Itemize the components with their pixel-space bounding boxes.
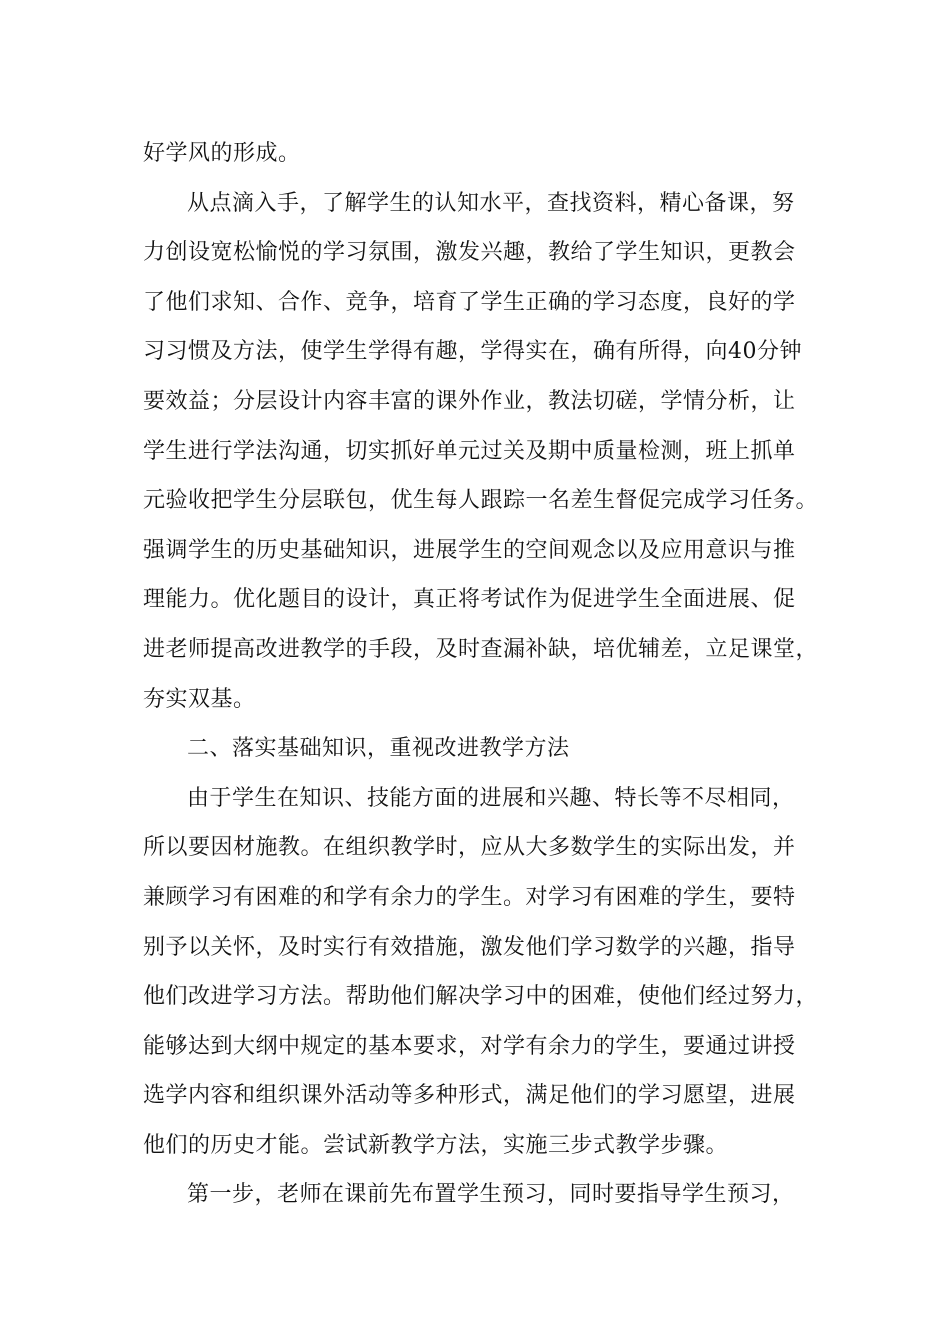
text-line: 进老师提高改进教学的手段，及时查漏补缺，培优辅差，立足课堂，	[143, 636, 819, 662]
text-line: 从点滴入手，了解学生的认知水平，查找资料，精心备课，努	[187, 190, 795, 216]
text-line: 学生进行学法沟通，切实抓好单元过关及期中质量检测，班上抓单	[143, 438, 796, 464]
text-line: 了他们求知、合作、竞争，培育了学生正确的学习态度，良好的学	[143, 289, 796, 315]
text-line: 习习惯及方法，使学生学得有趣，学得实在，确有所得，向40分钟	[143, 339, 802, 365]
text-line: 别予以关怀，及时实行有效措施，激发他们学习数学的兴趣，指导	[143, 934, 796, 960]
text-line: 选学内容和组织课外活动等多种形式，满足他们的学习愿望，进展	[143, 1083, 796, 1109]
document-body	[143, 129, 823, 1220]
text-line: 由于学生在知识、技能方面的进展和兴趣、特长等不尽相同，	[187, 785, 795, 811]
text-line: 夯实双基。	[143, 686, 256, 712]
text-line: 二、落实基础知识，重视改进教学方法	[187, 736, 570, 762]
text-line: 能够达到大纲中规定的基本要求，对学有余力的学生，要通过讲授	[143, 1033, 796, 1059]
paragraph	[143, 774, 823, 1171]
text-line: 所以要因材施教。在组织教学时，应从大多数学生的实际出发，并	[143, 835, 796, 861]
text-line: 兼顾学习有困难的和学有余力的学生。对学习有困难的学生，要特	[143, 884, 796, 910]
paragraph	[143, 129, 823, 179]
text-line: 要效益；分层设计内容丰富的课外作业，教法切磋，学情分析，让	[143, 388, 796, 414]
text-line: 第一步，老师在课前先布置学生预习，同时要指导学生预习，	[187, 1182, 795, 1208]
paragraph	[143, 179, 823, 725]
section-heading	[143, 724, 823, 774]
text-line: 好学风的形成。	[143, 141, 301, 166]
text-line: 力创设宽松愉悦的学习氛围，激发兴趣，教给了学生知识，更教会	[143, 240, 796, 266]
text-line: 他们的历史才能。尝试新教学方法，实施三步式教学步骤。	[143, 1132, 729, 1158]
paragraph	[143, 1170, 823, 1220]
text-line: 他们改进学习方法。帮助他们解决学习中的困难，使他们经过努力，	[143, 984, 819, 1010]
text-line: 强调学生的历史基础知识，进展学生的空间观念以及应用意识与推	[143, 537, 796, 563]
text-line: 元验收把学生分层联包，优生每人跟踪一名差生督促完成学习任务。	[143, 488, 819, 514]
text-line: 理能力。优化题目的设计，真正将考试作为促进学生全面进展、促	[143, 587, 796, 613]
